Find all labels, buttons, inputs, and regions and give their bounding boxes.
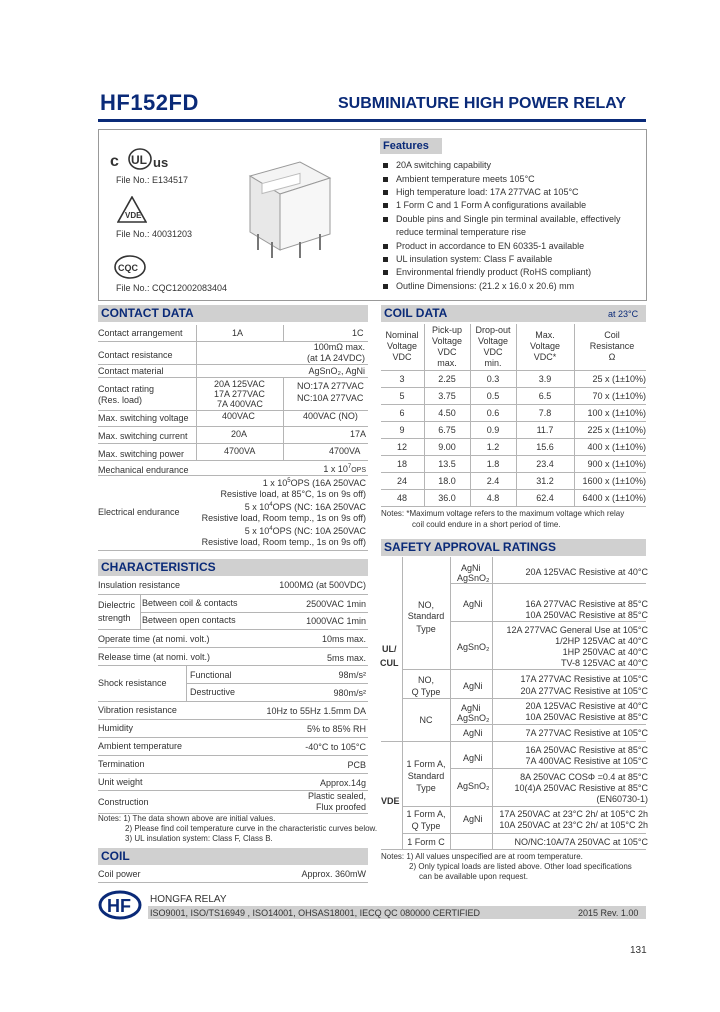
coil-cell: 0.3	[486, 374, 500, 384]
elec-line-2: Resistive load, at 85°C, 1s on 9s off)	[220, 489, 366, 499]
header-rule	[98, 119, 646, 122]
char-line	[98, 665, 368, 666]
safety-line	[450, 768, 646, 769]
elec-5-exp: 4	[269, 526, 273, 532]
svg-text:HF: HF	[107, 896, 131, 916]
characteristics-heading	[98, 559, 368, 576]
elec-line-6: Resistive load, Room temp., 1s on 9s off)	[201, 537, 366, 547]
contact-data-title: CONTACT DATA	[101, 306, 194, 320]
characteristics-title: CHARACTERISTICS	[101, 560, 216, 574]
ul-cul-label-1: UL/	[382, 644, 397, 654]
material-agni-4: AgNi	[461, 703, 481, 713]
resistance-label: Contact resistance	[98, 350, 173, 360]
contact-line	[98, 443, 368, 444]
hongfa-logo-icon	[98, 890, 142, 920]
bullet-icon	[383, 177, 388, 182]
char-vline	[186, 665, 187, 701]
bullet-icon	[383, 270, 388, 275]
coil-cell: 2.25	[438, 374, 456, 384]
feature-item: High temperature load: 17A 277VAC at 105°C	[396, 187, 579, 197]
bullet-icon	[383, 190, 388, 195]
mech-endurance-value	[323, 464, 366, 474]
elec-line-4: Resistive load, Room temp., 1s on 9s off)	[201, 513, 366, 523]
char-line	[98, 755, 368, 756]
between-open-value: 1000VAC 1min	[306, 616, 366, 626]
char-line	[98, 594, 368, 595]
elec-endurance-label: Electrical endurance	[98, 507, 180, 517]
ul-file-no: File No.: E134517	[116, 175, 189, 185]
feature-item: Double pins and Single pin terminal available, effectively	[396, 214, 621, 224]
bullet-icon	[383, 203, 388, 208]
contact-line	[98, 341, 368, 342]
safety-line	[450, 724, 646, 725]
material-agsno2-4: AgSnO₂	[457, 781, 490, 791]
vde-label: VDE	[381, 796, 400, 806]
arrangement-label: Contact arrangement	[98, 328, 183, 338]
vde-file-no: File No.: 40031203	[116, 229, 193, 239]
ul-std-rating-1: 20A 125VAC Resistive at 40°C	[525, 567, 648, 577]
shock-label: Shock resistance	[98, 678, 167, 688]
char-line	[186, 683, 368, 684]
coil-cell: 31.2	[536, 476, 554, 486]
coil-cell: 6	[399, 408, 405, 418]
material-agsno2-2: AgSnO₂	[457, 642, 490, 652]
max-current-1a: 20A	[231, 429, 248, 439]
material-agsno2-3: AgSnO₂	[457, 713, 490, 723]
mech-value: 1 x 10	[323, 464, 348, 474]
operate-label: Operate time (at nomi. volt.)	[98, 634, 210, 644]
product-subtitle: SUBMINIATURE HIGH POWER RELAY	[338, 95, 627, 112]
contact-line	[98, 426, 368, 427]
rating-1c-1: NO:17A 277VAC	[297, 381, 364, 391]
coil-row-line	[381, 421, 646, 422]
safety-heading	[381, 539, 646, 556]
elec-line-5	[245, 526, 366, 536]
between-coil-label: Between coil & contacts	[142, 598, 238, 608]
char-line	[98, 647, 368, 648]
svg-text:c: c	[110, 153, 119, 170]
coil-cell: 11.7	[536, 425, 554, 435]
bullet-icon	[383, 244, 388, 249]
safety-title: SAFETY APPROVAL RATINGS	[384, 540, 557, 554]
humidity-label: Humidity	[98, 723, 134, 733]
destructive-value: 980m/s²	[333, 688, 366, 698]
char-note-3: 3) UL insulation system: Class F, Class B.	[125, 834, 273, 843]
char-note-2: 2) Please find coil temperature curve in the characteristic curves below.	[125, 824, 378, 833]
relay-image-icon	[238, 148, 338, 264]
form-a-std-3: Type	[416, 783, 436, 793]
contact-vline	[283, 325, 284, 341]
safety-line	[402, 833, 646, 834]
vde-std-rating-4: 10(4)A 250VAC Resistive at 85°C	[514, 783, 648, 793]
material-agsno2-1: AgSnO₂	[457, 573, 490, 583]
insulation-label: Insulation resistance	[98, 580, 181, 590]
no-standard-2: Standard	[407, 611, 445, 621]
rating-label-2: (Res. load)	[98, 395, 143, 405]
coil-power-label: Coil power	[98, 869, 141, 879]
cqc-seal-icon	[113, 254, 147, 280]
coil-row-line	[381, 506, 646, 507]
ul-std-rating-3: 10A 250VAC Resistive at 85°C	[525, 610, 648, 620]
safety-line	[381, 741, 646, 742]
coil-cell: 3.75	[438, 391, 456, 401]
ul-std-rating-6: 1HP 250VAC at 40°C	[562, 647, 648, 657]
form-c-label: 1 Form C	[407, 837, 445, 847]
elec-1-exp: 5	[287, 478, 291, 484]
vibration-label: Vibration resistance	[98, 705, 177, 715]
coil-cell: 4.8	[486, 493, 500, 503]
release-value: 5ms max.	[326, 653, 366, 663]
coil-cell: 9	[399, 425, 405, 435]
char-vline	[140, 594, 141, 629]
elec-3: 5 x 10	[244, 502, 270, 512]
construction-value-2: Flux proofed	[315, 802, 366, 812]
contact-line	[98, 410, 368, 411]
feature-item: Product in accordance to EN 60335-1 available	[396, 241, 585, 251]
coil-title: COIL	[101, 849, 130, 863]
coil-cell: 1.8	[486, 459, 500, 469]
form-a-q-2: Q Type	[411, 821, 441, 831]
page-number: 131	[630, 945, 647, 956]
coil-cell: 1600 x (1±10%)	[582, 476, 646, 486]
vde-std-rating-5: (EN60730-1)	[596, 794, 648, 804]
footer-certs: ISO9001, ISO/TS16949 , ISO14001, OHSAS18001, IECQ QC 080000 CERTIFIED	[150, 908, 481, 918]
bullet-icon	[383, 284, 388, 289]
char-line	[98, 701, 368, 702]
vibration-value: 10Hz to 55Hz 1.5mm DA	[266, 706, 366, 716]
form-a-std-2: Standard	[407, 771, 445, 781]
coil-cell: 6.75	[438, 425, 456, 435]
contact-line	[98, 475, 368, 476]
contact-line	[98, 460, 368, 461]
resistance-value-1: 100mΩ max.	[313, 342, 365, 352]
elec-3-rest: OPS (NC: 16A 250VAC	[272, 502, 366, 512]
destructive-label: Destructive	[190, 687, 236, 697]
mech-unit: OPS	[351, 467, 366, 474]
coil-cell: 23.4	[536, 459, 554, 469]
coil-cell: 6400 x (1±10%)	[582, 493, 646, 503]
no-standard-1: NO,	[417, 600, 434, 610]
coil-line	[98, 882, 368, 883]
coil-header-cell: Voltage	[431, 336, 463, 346]
coil-col-line	[574, 324, 575, 507]
cqc-file-no: File No.: CQC12002083404	[116, 283, 228, 293]
features-title: Features	[383, 140, 429, 152]
functional-value: 98m/s²	[338, 670, 366, 680]
coil-data-temp: at 23°C	[608, 309, 639, 319]
company-name: HONGFA RELAY	[150, 894, 227, 905]
contact-data-heading	[98, 305, 368, 322]
coil-cell: 400 x (1±10%)	[587, 442, 646, 452]
coil-header-cell: max.	[437, 358, 457, 368]
no-standard-3: Type	[416, 624, 436, 634]
ambient-value: -40°C to 105°C	[305, 742, 366, 752]
contact-vline	[196, 325, 197, 460]
vde-std-rating-2: 7A 400VAC Resistive at 105°C	[525, 756, 648, 766]
coil-header-cell: Voltage	[386, 341, 418, 351]
safety-vline	[402, 557, 403, 849]
operate-value: 10ms max.	[321, 634, 366, 644]
coil-cell: 15.6	[536, 442, 554, 452]
material-agni-1: AgNi	[461, 563, 481, 573]
vde-c-rating: NO/NC:10A/7A 250VAC at 105°C	[514, 837, 648, 847]
coil-cell: 900 x (1±10%)	[587, 459, 646, 469]
coil-header-cell: Pick-up	[431, 325, 462, 335]
coil-cell: 2.4	[486, 476, 500, 486]
feature-item: UL insulation system: Class F available	[396, 254, 553, 264]
char-line	[140, 612, 368, 613]
max-voltage-1a: 400VAC	[222, 411, 255, 421]
coil-header-cell: Voltage	[477, 336, 509, 346]
feature-item: Outline Dimensions: (21.2 x 16.0 x 20.6) mm	[396, 281, 575, 291]
vde-triangle-icon	[117, 196, 147, 224]
feature-item: reduce terminal temperature rise	[396, 227, 527, 237]
material-agni-5: AgNi	[463, 728, 483, 738]
rating-1a-2: 17A 277VAC	[214, 389, 265, 399]
safety-line	[450, 583, 646, 584]
vde-logo	[117, 196, 147, 226]
coil-header-cell: VDC	[483, 347, 503, 357]
max-power-label: Max. switching power	[98, 449, 185, 459]
ul-cul-label-2: CUL	[380, 658, 399, 668]
bullet-icon	[383, 217, 388, 222]
hongfa-logo	[98, 890, 142, 922]
termination-label: Termination	[98, 759, 145, 769]
ul-std-rating-7: TV-8 125VAC at 40°C	[561, 658, 648, 668]
coil-cell: 0.9	[486, 425, 500, 435]
contact-line	[98, 364, 368, 365]
elec-3-exp: 4	[269, 502, 273, 508]
coil-cell: 4.50	[438, 408, 456, 418]
coil-row-line	[381, 455, 646, 456]
elec-line-3	[245, 502, 366, 512]
safety-line	[402, 806, 646, 807]
arrangement-1a: 1A	[232, 328, 244, 338]
max-current-label: Max. switching current	[98, 431, 188, 441]
termination-value: PCB	[347, 760, 366, 770]
coil-header-cell: VDC	[392, 352, 412, 362]
coil-row-line	[381, 438, 646, 439]
coil-cell: 18	[396, 459, 407, 469]
safety-line	[402, 698, 646, 699]
humidity-value: 5% to 85% RH	[306, 724, 366, 734]
no-q-1: NO,	[417, 675, 434, 685]
elec-5: 5 x 10	[244, 526, 270, 536]
elec-1: 1 x 10	[262, 478, 288, 488]
rating-1c-2: NC:10A 277VAC	[297, 393, 364, 403]
coil-cell: 18.0	[438, 476, 456, 486]
coil-row-line	[381, 404, 646, 405]
coil-heading	[98, 848, 368, 865]
ul-nc-rating-3: 7A 277VAC Resistive at 105°C	[525, 728, 648, 738]
char-line	[98, 773, 368, 774]
functional-label: Functional	[190, 670, 232, 680]
safety-line	[402, 669, 646, 670]
contact-line	[98, 550, 368, 551]
feature-item: Environmental friendly product (RoHS compliant)	[396, 267, 592, 277]
vde-q-rating-2: 10A 250VAC at 23°C 2h/ at 105°C 2h	[499, 820, 648, 830]
coil-cell: 6.5	[538, 391, 552, 401]
ambient-label: Ambient temperature	[98, 741, 183, 751]
coil-cell: 5	[399, 391, 405, 401]
safety-vline	[492, 557, 493, 849]
cqc-logo	[113, 254, 147, 282]
char-line	[98, 790, 368, 791]
coil-cell: 225 x (1±10%)	[587, 425, 646, 435]
weight-label: Unit weight	[98, 777, 143, 787]
coil-cell: 25 x (1±10%)	[592, 374, 646, 384]
coil-header-cell: VDC*	[533, 352, 557, 362]
feature-item: 20A switching capability	[396, 160, 492, 170]
coil-header-cell: min.	[484, 358, 502, 368]
elec-line-1	[263, 478, 366, 488]
coil-col-line	[516, 324, 517, 507]
rating-label-1: Contact rating	[98, 384, 155, 394]
safety-note-3: can be available upon request.	[419, 872, 528, 881]
elec-1-rest: OPS (16A 250VAC	[290, 478, 366, 488]
coil-header-cell: Ω	[608, 352, 616, 362]
coil-header-cell: Nominal	[385, 330, 419, 340]
coil-power-value: Approx. 360mW	[301, 869, 366, 879]
arrangement-1c: 1C	[352, 328, 364, 338]
char-line	[98, 737, 368, 738]
char-line	[98, 813, 368, 814]
form-a-q-1: 1 Form A,	[406, 809, 446, 819]
coil-row-line	[381, 472, 646, 473]
mech-endurance-label: Mechanical endurance	[98, 465, 189, 475]
insulation-value: 1000MΩ (at 500VDC)	[279, 580, 366, 590]
contact-line	[98, 377, 368, 378]
coil-data-title: COIL DATA	[384, 306, 448, 320]
vde-q-rating-1: 17A 250VAC at 23°C 2h/ at 105°C 2h	[499, 809, 648, 819]
bullet-icon	[383, 163, 388, 168]
material-agni-7: AgNi	[463, 814, 483, 824]
ul-nc-rating-1: 20A 125VAC Resistive at 40°C	[525, 701, 648, 711]
coil-header-line	[381, 370, 646, 371]
coil-header-cell: Drop-out	[475, 325, 511, 335]
coil-cell: 0.6	[486, 408, 500, 418]
form-a-std-1: 1 Form A,	[406, 759, 446, 769]
contact-vline	[283, 377, 284, 460]
vde-std-rating-3: 8A 250VAC COSΦ =0.4 at 85°C	[520, 772, 648, 782]
svg-text:CQC: CQC	[118, 263, 138, 273]
coil-cell: 1.2	[486, 442, 500, 452]
max-voltage-1c: 400VAC (NO)	[303, 411, 358, 421]
char-line	[98, 719, 368, 720]
between-open-label: Between open contacts	[142, 615, 236, 625]
ul-std-rating-2: 16A 277VAC Resistive at 85°C	[525, 599, 648, 609]
mech-exp: 7	[347, 464, 352, 470]
material-value: AgSnO₂, AgNi	[308, 366, 365, 376]
char-line	[98, 629, 368, 630]
char-note-1: Notes: 1) The data shown above are initial values.	[98, 814, 276, 823]
ul-mark-icon	[110, 148, 180, 170]
no-q-2: Q Type	[411, 687, 441, 697]
coil-header-cell: Max.	[535, 330, 555, 340]
coil-data-note-1: Notes: *Maximum voltage refers to the maximum voltage which relay	[381, 509, 625, 518]
material-agni-6: AgNi	[463, 753, 483, 763]
coil-cell: 70 x (1±10%)	[592, 391, 646, 401]
nc-label: NC	[419, 715, 433, 725]
coil-cell: 0.5	[486, 391, 500, 401]
svg-text:UL: UL	[131, 153, 147, 167]
relay-photo	[238, 148, 338, 266]
safety-vline	[450, 557, 451, 849]
material-agni-2: AgNi	[463, 599, 483, 609]
safety-line	[450, 621, 646, 622]
ul-logo	[110, 148, 180, 172]
coil-cell: 48	[396, 493, 407, 503]
ul-q-rating-2: 20A 277VAC Resistive at 105°C	[520, 686, 648, 696]
construction-value-1: Plastic sealed,	[307, 791, 366, 801]
coil-cell: 13.5	[438, 459, 456, 469]
coil-row-line	[381, 387, 646, 388]
coil-header-cell: Voltage	[529, 341, 561, 351]
feature-item: 1 Form C and 1 Form A configurations available	[396, 200, 587, 210]
ul-nc-rating-2: 10A 250VAC Resistive at 85°C	[525, 712, 648, 722]
weight-value: Approx.14g	[319, 778, 366, 788]
safety-note-1: Notes: 1) All values unspecified are at room temperature.	[381, 852, 583, 861]
svg-text:us: us	[153, 155, 169, 170]
coil-header-cell: Resistance	[589, 341, 635, 351]
coil-cell: 9.00	[438, 442, 456, 452]
material-agni-3: AgNi	[463, 681, 483, 691]
safety-line	[381, 849, 646, 850]
coil-header-cell: Coil	[604, 330, 620, 340]
coil-col-line	[470, 324, 471, 507]
feature-item: Ambient temperature meets 105°C	[396, 174, 535, 184]
elec-5-rest: OPS (NC: 10A 250VAC	[272, 526, 366, 536]
max-current-1c: 17A	[350, 429, 367, 439]
coil-cell: 62.4	[536, 493, 554, 503]
coil-data-note-2: coil could endure in a short period of time.	[412, 520, 561, 529]
ul-std-rating-5: 1/2HP 125VAC at 40°C	[555, 636, 648, 646]
bullet-icon	[383, 257, 388, 262]
coil-cell: 24	[396, 476, 407, 486]
max-power-1a: 4700VA	[224, 446, 256, 456]
max-voltage-label: Max. switching voltage	[98, 413, 189, 423]
vde-std-rating-1: 16A 250VAC Resistive at 85°C	[525, 745, 648, 755]
construction-label: Construction	[98, 797, 149, 807]
dielectric-label-1: Dielectric	[98, 600, 136, 610]
between-coil-value: 2500VAC 1min	[306, 599, 366, 609]
resistance-value-2: (at 1A 24VDC)	[306, 353, 365, 363]
footer-year-rev: 2015 Rev. 1.00	[578, 908, 639, 918]
coil-cell: 12	[396, 442, 407, 452]
coil-cell: 100 x (1±10%)	[587, 408, 646, 418]
coil-cell: 36.0	[438, 493, 456, 503]
safety-note-2: 2) Only typical loads are listed above. Other load specifications	[409, 862, 632, 871]
rating-1a-3: 7A 400VAC	[217, 399, 263, 409]
ul-std-rating-4: 12A 277VAC General Use at 105°C	[506, 625, 648, 635]
product-title: HF152FD	[100, 90, 199, 115]
release-label: Release time (at nomi. volt.)	[98, 652, 211, 662]
coil-cell: 3	[399, 374, 405, 384]
material-label: Contact material	[98, 366, 164, 376]
coil-row-line	[381, 489, 646, 490]
svg-text:VDE: VDE	[125, 211, 142, 220]
dielectric-label-2: strength	[98, 613, 131, 623]
max-power-1c: 4700VA	[329, 446, 361, 456]
coil-data-heading	[381, 305, 646, 322]
coil-cell: 7.8	[538, 408, 552, 418]
coil-header-cell: VDC	[437, 347, 457, 357]
coil-col-line	[424, 324, 425, 507]
rating-1a-1: 20A 125VAC	[214, 379, 265, 389]
coil-cell: 3.9	[538, 374, 552, 384]
ul-q-rating-1: 17A 277VAC Resistive at 105°C	[520, 674, 648, 684]
